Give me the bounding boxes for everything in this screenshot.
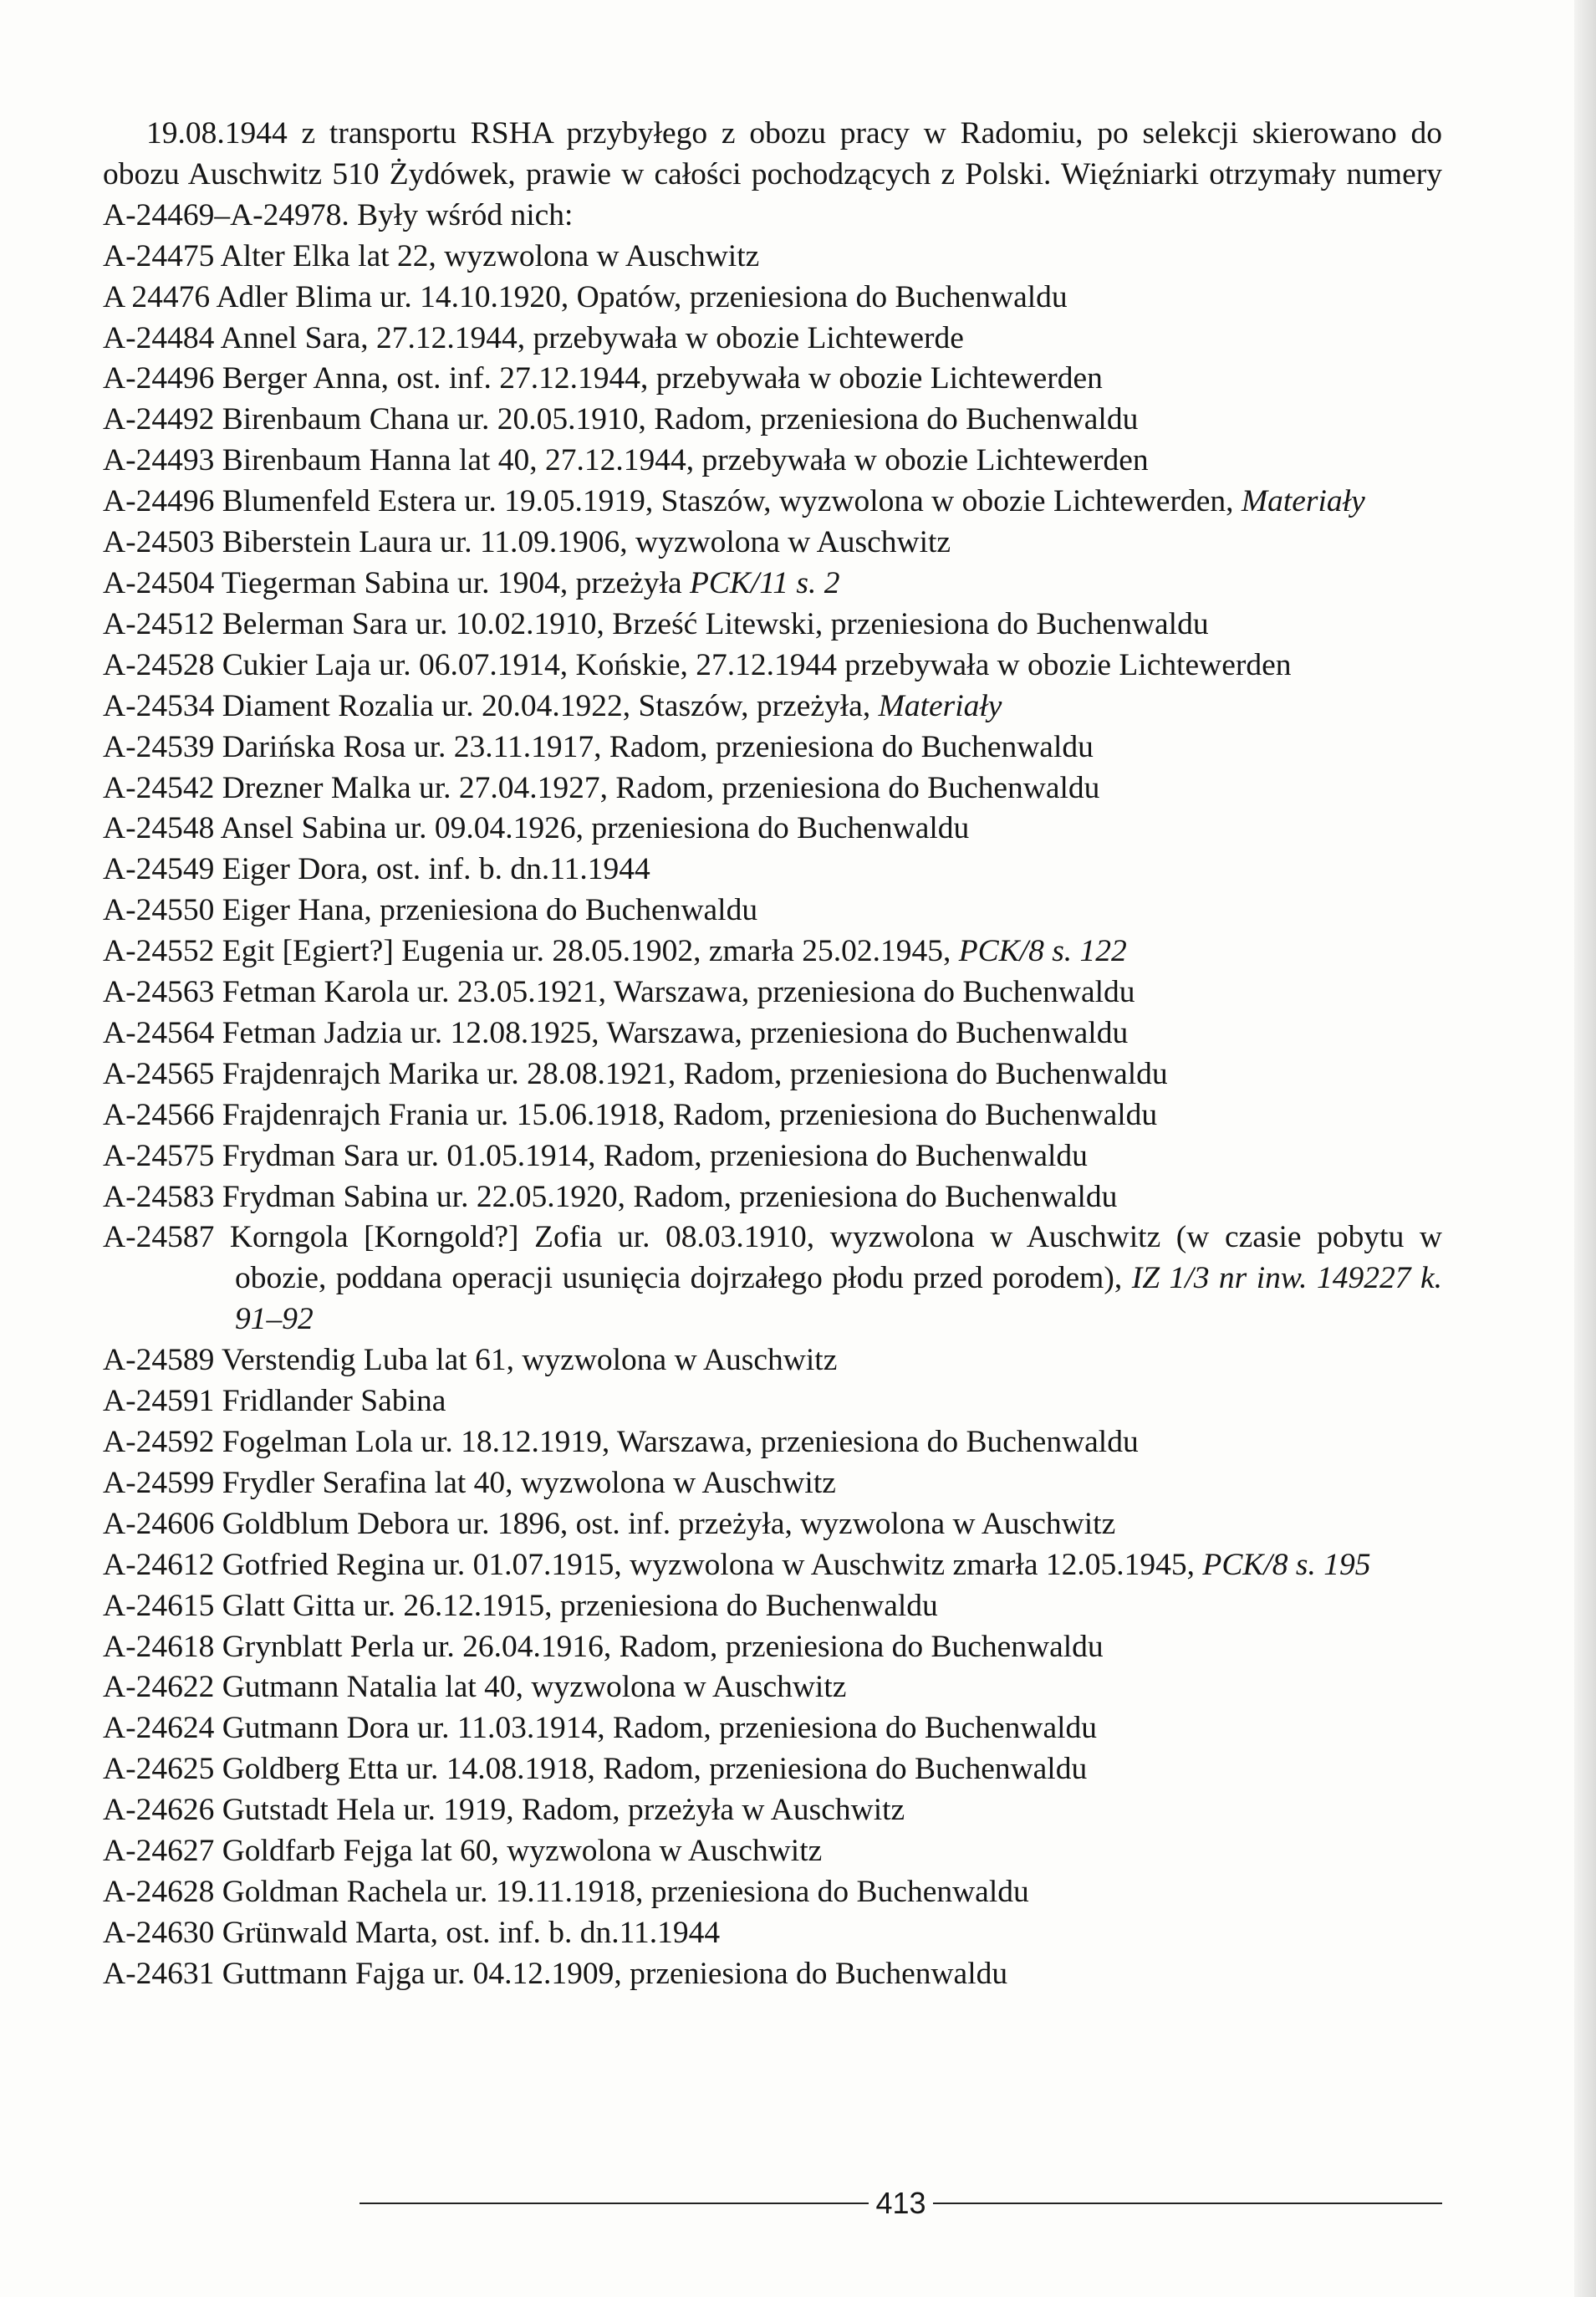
- list-item: [103, 1586, 1442, 1627]
- list-item: [103, 319, 1442, 360]
- entry-text: Darińska Rosa ur. 23.11.1917, Radom, przeniesiona do Buchenwaldu: [222, 729, 1094, 764]
- entry-text: Guttmann Fajga ur. 04.12.1909, przeniesiona do Buchenwaldu: [222, 1956, 1008, 1991]
- prisoner-number: A-24566: [103, 1097, 215, 1132]
- entry-text: Drezner Malka ur. 27.04.1927, Radom, przeniesiona do Buchenwaldu: [222, 770, 1100, 805]
- list-item: [103, 1954, 1442, 1995]
- list-item: [103, 850, 1442, 891]
- prisoner-number: A-24549: [103, 852, 215, 887]
- list-item: [103, 1340, 1442, 1381]
- list-item: [103, 523, 1442, 564]
- prisoner-number: A-24564: [103, 1015, 215, 1050]
- entry-text: Gutmann Dora ur. 11.03.1914, Radom, przeniesiona do Buchenwaldu: [222, 1711, 1098, 1746]
- list-item: [103, 1749, 1442, 1790]
- entry-text: Gotfried Regina ur. 01.07.1915, wyzwolona w Auschwitz zmarła 12.05.1945,: [222, 1547, 1196, 1582]
- prisoner-number: A-24587: [103, 1220, 215, 1255]
- prisoner-number: A-24496: [103, 484, 215, 519]
- entry-text: Alter Elka lat 22, wyzwolona w Auschwitz: [220, 238, 760, 273]
- entry-text: Frajdenrajch Marika ur. 28.08.1921, Radom, przeniesiona do Buchenwaldu: [222, 1056, 1168, 1091]
- list-item: [103, 605, 1442, 646]
- entry-text: Cukier Laja ur. 06.07.1914, Końskie, 27.12.1944 przebywała w obozie Lichtewerden: [222, 647, 1292, 682]
- list-item: [103, 932, 1442, 972]
- prisoner-number: A-24493: [103, 443, 215, 478]
- source-reference: Materiały: [878, 688, 1002, 723]
- prisoner-number: A-24534: [103, 688, 215, 723]
- list-item: [103, 809, 1442, 850]
- entry-text: Belerman Sara ur. 10.02.1910, Brześć Litewski, przeniesiona do Buchenwaldu: [222, 606, 1209, 641]
- list-item: [103, 1463, 1442, 1504]
- prisoner-number: A-24565: [103, 1056, 215, 1091]
- prisoner-number: A-24542: [103, 770, 215, 805]
- list-item: [103, 400, 1442, 441]
- list-item: [103, 1504, 1442, 1545]
- prisoner-number: A-24539: [103, 729, 215, 764]
- scan-edge: [1574, 0, 1596, 2297]
- entry-text: Birenbaum Chana ur. 20.05.1910, Radom, przeniesiona do Buchenwaldu: [222, 402, 1139, 437]
- prisoner-number: A-24630: [103, 1915, 215, 1950]
- list-item: [103, 1627, 1442, 1668]
- source-reference: IZ 1/3 nr inw. 149227 k. 91–92: [235, 1261, 1442, 1337]
- entry-text: Frajdenrajch Frania ur. 15.06.1918, Radom, przeniesiona do Buchenwaldu: [222, 1097, 1158, 1132]
- entry-text: Goldfarb Fejga lat 60, wyzwolona w Auschwitz: [222, 1834, 823, 1869]
- list-item: [103, 1545, 1442, 1586]
- entry-text: Goldman Rachela ur. 19.11.1918, przeniesiona do Buchenwaldu: [222, 1874, 1029, 1909]
- prisoner-number: A-24528: [103, 647, 215, 682]
- entry-text: Annel Sara, 27.12.1944, przebywała w obozie Lichtewerde: [220, 320, 964, 355]
- entry-text: Korngola [Korngold?] Zofia ur. 08.03.1910, wyzwolona w Auschwitz (w czasie pobytu w obozie, poddana operacji usunięcia dojrzałego płodu przed porodem),: [229, 1220, 1442, 1296]
- entry-text: Gutstadt Hela ur. 1919, Radom, przeżyła w Auschwitz: [222, 1793, 905, 1828]
- footer-rule-right: [933, 2203, 1442, 2204]
- list-item: [103, 646, 1442, 687]
- list-item: [103, 891, 1442, 932]
- list-item: [103, 687, 1442, 727]
- prisoner-number: A-24625: [103, 1752, 215, 1787]
- page-number: 413: [875, 2186, 926, 2220]
- prisoner-number: A-24612: [103, 1547, 215, 1582]
- entry-text: Fetman Karola ur. 23.05.1921, Warszawa, przeniesiona do Buchenwaldu: [222, 975, 1135, 1010]
- prisoner-number: A-24626: [103, 1793, 215, 1828]
- prisoner-number: A-24492: [103, 402, 215, 437]
- list-item: [103, 768, 1442, 809]
- prisoner-number: A-24628: [103, 1874, 215, 1909]
- entry-text: Frydler Serafina lat 40, wyzwolona w Auschwitz: [222, 1465, 836, 1500]
- entry-text: Eiger Dora, ost. inf. b. dn.11.1944: [222, 852, 650, 887]
- prisoner-number: A-24563: [103, 975, 215, 1010]
- entry-text: Fogelman Lola ur. 18.12.1919, Warszawa, przeniesiona do Buchenwaldu: [222, 1425, 1139, 1459]
- entry-text: Berger Anna, ost. inf. 27.12.1944, przebywała w obozie Lichtewerden: [222, 361, 1103, 396]
- prisoner-number: A-24475: [103, 238, 215, 273]
- prisoner-number: A-24592: [103, 1425, 215, 1459]
- prisoner-number: A-24484: [103, 320, 215, 355]
- entry-text: Birenbaum Hanna lat 40, 27.12.1944, przebywała w obozie Lichtewerden: [222, 443, 1149, 478]
- list-item: [103, 1913, 1442, 1954]
- list-item: [103, 1054, 1442, 1095]
- entry-text: Glatt Gitta ur. 26.12.1915, przeniesiona do Buchenwaldu: [222, 1588, 938, 1623]
- entry-text: Egit [Egiert?] Eugenia ur. 28.05.1902, zmarła 25.02.1945,: [222, 934, 951, 969]
- list-item: [103, 1831, 1442, 1872]
- page-footer: [359, 2184, 1442, 2223]
- prisoner-number: A-24599: [103, 1465, 215, 1500]
- list-item: [103, 1136, 1442, 1177]
- prisoner-number: A-24550: [103, 893, 215, 928]
- entry-text: Frydman Sara ur. 01.05.1914, Radom, przeniesiona do Buchenwaldu: [222, 1138, 1088, 1173]
- prisoner-number: A-24552: [103, 934, 215, 969]
- entry-text: Biberstein Laura ur. 11.09.1906, wyzwolona w Auschwitz: [222, 525, 951, 560]
- prisoner-number: A-24496: [103, 361, 215, 396]
- prisoner-number: A-24591: [103, 1384, 215, 1419]
- list-item: [103, 1790, 1442, 1831]
- source-reference: PCK/8 s. 122: [958, 934, 1127, 969]
- prisoner-number: A-24606: [103, 1506, 215, 1541]
- entry-text: Grynblatt Perla ur. 26.04.1916, Radom, przeniesiona do Buchenwaldu: [222, 1629, 1104, 1664]
- source-reference: PCK/11 s. 2: [689, 565, 840, 600]
- list-item: [103, 1708, 1442, 1749]
- page-body: [103, 114, 1442, 1995]
- prisoner-number: A-24512: [103, 606, 215, 641]
- entry-text: Verstendig Luba lat 61, wyzwolona w Auschwitz: [222, 1343, 838, 1378]
- entry-text: Fridlander Sabina: [222, 1384, 446, 1419]
- list-item: [103, 1872, 1442, 1913]
- footer-rule-left: [359, 2203, 869, 2204]
- prisoner-number: A-24589: [103, 1343, 215, 1378]
- prisoner-number: A 24476: [103, 279, 211, 314]
- list-item: [103, 278, 1442, 319]
- list-item: [103, 727, 1442, 768]
- prisoner-list: [103, 237, 1442, 1995]
- prisoner-number: A-24575: [103, 1138, 215, 1173]
- list-item: [103, 1177, 1442, 1218]
- prisoner-number: A-24583: [103, 1179, 215, 1214]
- prisoner-number: A-24503: [103, 525, 215, 560]
- list-item: [103, 1422, 1442, 1463]
- list-item: [103, 1013, 1442, 1054]
- entry-text: Fetman Jadzia ur. 12.08.1925, Warszawa, przeniesiona do Buchenwaldu: [222, 1015, 1129, 1050]
- prisoner-number: A-24631: [103, 1956, 215, 1991]
- list-item: [103, 564, 1442, 605]
- list-item: [103, 1217, 1442, 1340]
- list-item: [103, 1095, 1442, 1136]
- entry-text: Adler Blima ur. 14.10.1920, Opatów, przeniesiona do Buchenwaldu: [216, 279, 1068, 314]
- source-reference: PCK/8 s. 195: [1202, 1547, 1371, 1582]
- list-item: [103, 972, 1442, 1013]
- entry-text: Eiger Hana, przeniesiona do Buchenwaldu: [222, 893, 758, 928]
- intro-paragraph: 19.08.1944 z transportu RSHA przybyłego z obozu pracy w Radomiu, po selekcji skierowano do obozu Auschwitz 510 Żydówek, prawie w całości pochodzących z Polski. Więźniarki otrzymały numery A-24469–A-24978. Były wśród nich:: [103, 116, 1442, 232]
- entry-text: Blumenfeld Estera ur. 19.05.1919, Staszów, wyzwolona w obozie Lichtewerden,: [222, 484, 1234, 519]
- entry-text: Tiegerman Sabina ur. 1904, przeżyła: [222, 565, 682, 600]
- list-item: [103, 359, 1442, 400]
- source-reference: Materiały: [1241, 484, 1365, 519]
- prisoner-number: A-24624: [103, 1711, 215, 1746]
- entry-text: Diament Rozalia ur. 20.04.1922, Staszów, przeżyła,: [222, 688, 871, 723]
- list-item: [103, 1667, 1442, 1708]
- prisoner-number: A-24548: [103, 811, 215, 846]
- prisoner-number: A-24504: [103, 565, 215, 600]
- prisoner-number: A-24622: [103, 1670, 215, 1705]
- list-item: [103, 237, 1442, 278]
- list-item: [103, 441, 1442, 482]
- entry-text: Goldberg Etta ur. 14.08.1918, Radom, przeniesiona do Buchenwaldu: [222, 1752, 1088, 1787]
- prisoner-number: A-24618: [103, 1629, 215, 1664]
- prisoner-number: A-24627: [103, 1834, 215, 1869]
- prisoner-number: A-24615: [103, 1588, 215, 1623]
- list-item: [103, 1381, 1442, 1422]
- entry-text: Gutmann Natalia lat 40, wyzwolona w Auschwitz: [222, 1670, 847, 1705]
- entry-text: Grünwald Marta, ost. inf. b. dn.11.1944: [222, 1915, 721, 1950]
- list-item: [103, 482, 1442, 523]
- entry-text: Ansel Sabina ur. 09.04.1926, przeniesiona do Buchenwaldu: [220, 811, 970, 846]
- entry-text: Frydman Sabina ur. 22.05.1920, Radom, przeniesiona do Buchenwaldu: [222, 1179, 1118, 1214]
- entry-text: Goldblum Debora ur. 1896, ost. inf. przeżyła, wyzwolona w Auschwitz: [222, 1506, 1116, 1541]
